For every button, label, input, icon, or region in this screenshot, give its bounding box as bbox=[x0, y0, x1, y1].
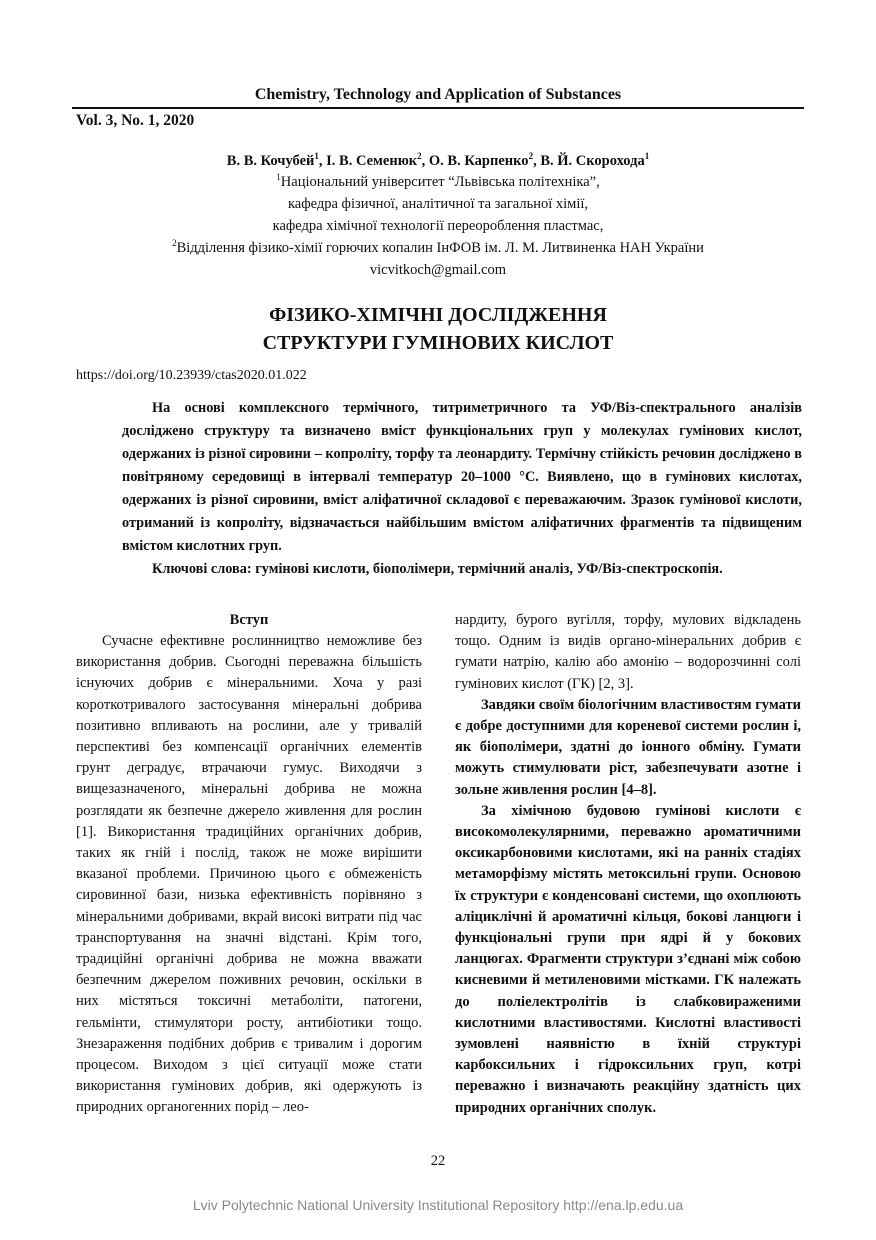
paragraph: Сучасне ефективне рослинництво неможливе без використання добрив. Сьогодні переважна більшість існуючих добрив є мінеральними. Хоча у разі короткотривалого застосування мінеральні добрива позитивно впливають на рослини, але у тривалій перспективі без компенсації органічних елементів грунт деградує, втрачаючи гумус. Виходячи з вищезазначеного, мінеральні добрива не можна розглядати як безпечне джерело живлення для рослин [1]. Використання традиційних органічних добрив, таких як гній і послід, також не може вирішити вказаної проблеми. Причиною цього є обмеженість сировинної бази, низька ефективність порівняно з мінеральними добривами, вкрай високі витрати під час транспортування на значні відстані. Крім того, традиційні органічні добрива не можна вважати безпечним джерелом поживних речовин, оскільки в них містяться токсичні метаболіти, патогени, гельмінти, стимулятори росту, антибіотики тощо. Знезараження подібних добрив є тривалим і дорогим процесом. Виходом з цієї ситуації може стати використання гумінових добрив, які одержують із природних органогенних порід – лео- bbox=[76, 633, 422, 1116]
author-name: О. В. Карпенко bbox=[428, 153, 529, 169]
affiliation-1-line-3: кафедра хімічної технології переороблення пластмас, bbox=[272, 218, 604, 234]
right-column bbox=[455, 610, 801, 1119]
author-separator: , bbox=[318, 153, 327, 169]
title-line-1: ФІЗИКО-ХІМІЧНІ ДОСЛІДЖЕННЯ bbox=[269, 304, 607, 326]
author-name: В. В. Кочубей bbox=[226, 153, 315, 169]
header-rule bbox=[72, 107, 804, 109]
paragraph: За хімічною будовою гумінові кислоти є високомолекулярними, переважно ароматичними оксикарбоновими кислотами, які на ранніх стадіях метаморфізму містять метоксильні групи. Основою їх структури є конденсовані системи, що охоплюють аліциклічні й ароматичні кільця, бокові ланцюги і функціональні групи при ядрі й у бокових ланцюгах. Фрагменти структури з’єднані між собою кисневими й метиленовими містками. ГК належать до поліелектролітів із слабковираженими кислотними властивостями. Кислотні властивості зумовлені наявністю в їхній структурі карбоксильних і гідроксильних груп, котрі переважно і визначають реакційну здатність цих природних органічних сполук. bbox=[455, 802, 801, 1116]
affiliation-1-line-2: кафедра фізичної, аналітичної та загальної хімії, bbox=[287, 196, 589, 212]
paragraph: Завдяки своїм біологічним властивостям гумати є добре доступними для кореневої системи рослин і, як біополімери, здатні до іонного обміну. Гумати можуть стимулювати ріст, забезпечувати азотне і зольне живлення рослин [4–8]. bbox=[455, 696, 801, 798]
abstract bbox=[122, 397, 802, 581]
authors-line bbox=[0, 150, 876, 172]
author-affiliation-mark: 1 bbox=[644, 151, 650, 162]
paragraph-continued: нардиту, бурого вугілля, торфу, мулових відкладень тощо. Одним із видів органо-мінеральних добрив є гумати натрію, калію або амонію – водорозчинні солі гумінових кислот (ГК) [2, 3]. bbox=[455, 612, 801, 692]
author-separator: , bbox=[533, 153, 541, 169]
title-line-2: СТРУКТУРИ ГУМІНОВИХ КИСЛОТ bbox=[262, 332, 614, 354]
doi-link[interactable]: https://doi.org/10.23939/ctas2020.01.022 bbox=[76, 368, 307, 383]
author-affiliation-mark: 2 bbox=[528, 151, 534, 162]
abstract-text: На основі комплексного термічного, титриметричного та УФ/Віз-спектрального аналізів досліджено структуру та визначено вміст функціональних груп у молекулах гумінових кислот, одержаних із різної сировини – копроліту, торфу та леонардиту. Термічну стійкість речовин досліджено в повітряному середовищі в інтервалі температур 20–1000 °С. Виявлено, що в гумінових кислотах, одержаних із різної сировини, вміст аліфатичної складової є переважаючим. Зразок гумінової кислоти, отриманий із копроліту, відзначається найбільшим вмістом аліфатичних фрагментів та підвищеним вмістом кислотних груп. bbox=[122, 400, 802, 554]
affiliation-2 bbox=[0, 237, 876, 259]
section-heading-introduction: Вступ bbox=[229, 612, 269, 628]
affiliation-mark: 1 bbox=[276, 172, 281, 183]
repository-footer: Lviv Polytechnic National University Institutional Repository http://ena.lp.edu.ua bbox=[192, 1197, 684, 1213]
author-affiliation-mark: 2 bbox=[417, 151, 422, 162]
author-email[interactable]: vicvitkoch@gmail.com bbox=[369, 262, 507, 278]
affiliation-mark: 2 bbox=[172, 238, 177, 249]
author-affiliation-mark: 1 bbox=[314, 151, 319, 162]
keywords: Ключові слова: гумінові кислоти, біополімери, термічний аналіз, УФ/Віз-спектроскопія. bbox=[152, 561, 723, 577]
author-name: В. Й. Скорохода bbox=[540, 153, 645, 169]
affiliation-1-line-1 bbox=[0, 171, 876, 193]
page-number: 22 bbox=[430, 1153, 446, 1169]
author-name: І. В. Семенюк bbox=[326, 153, 418, 169]
author-separator: , bbox=[421, 153, 429, 169]
volume-issue: Vol. 3, No. 1, 2020 bbox=[76, 112, 195, 129]
left-column bbox=[76, 610, 422, 1119]
affiliation-text: Відділення фізико-хімії горючих копалин ІнФОВ ім. Л. М. Литвиненка НАН України bbox=[176, 240, 704, 256]
affiliation-text: Національний університет “Львівська політехніка”, bbox=[280, 174, 600, 190]
journal-header: Chemistry, Technology and Application of Substances bbox=[254, 86, 622, 103]
paper-title bbox=[0, 301, 876, 357]
